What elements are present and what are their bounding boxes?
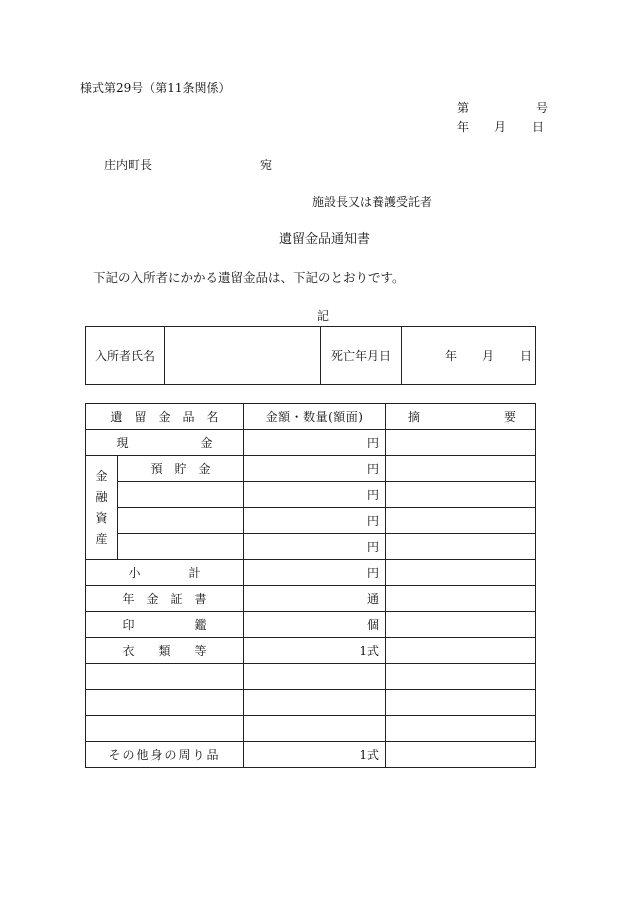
table-row xyxy=(86,430,536,456)
death-year-label: 年 xyxy=(445,348,458,363)
header-note xyxy=(386,404,536,430)
header-note-2: 要 xyxy=(504,409,517,424)
table-row xyxy=(86,664,536,690)
blank-item-note[interactable] xyxy=(386,690,536,716)
subtotal-amount[interactable]: 円 xyxy=(244,560,386,586)
subtotal-note[interactable] xyxy=(386,560,536,586)
blank-item-label[interactable] xyxy=(86,664,244,690)
blank-item-amount[interactable] xyxy=(244,716,386,742)
body-text: 下記の入所者にかかる遺留金品は、下記のとおりです。 xyxy=(93,270,405,285)
clothing-amount[interactable]: 1式 xyxy=(244,638,386,664)
ki-label: 記 xyxy=(317,309,330,323)
items-table xyxy=(85,403,536,768)
financial-item-label[interactable] xyxy=(118,482,244,508)
number-suffix: 号 xyxy=(536,101,549,115)
addressee-honorific: 宛 xyxy=(260,158,273,172)
header-amount: 金額・数量(額面) xyxy=(244,404,386,430)
cash-note[interactable] xyxy=(386,430,536,456)
blank-item-amount[interactable] xyxy=(244,690,386,716)
table-row xyxy=(86,638,536,664)
pension-amount[interactable]: 通 xyxy=(244,586,386,612)
addressee-name: 庄内町長 xyxy=(104,158,153,172)
document-title: 遺留金品通知書 xyxy=(279,232,371,247)
table-row xyxy=(86,456,536,482)
death-month-label: 月 xyxy=(482,348,495,363)
savings-note[interactable] xyxy=(386,456,536,482)
form-id: 様式第29号（第11条関係） xyxy=(80,81,231,95)
date-year-label: 年 xyxy=(457,120,470,134)
financial-assets-label: 金 融 資 産 xyxy=(86,456,118,560)
seal-note[interactable] xyxy=(386,612,536,638)
person-table xyxy=(85,326,536,385)
death-day-label: 日 xyxy=(520,348,533,363)
date-month-label: 月 xyxy=(494,120,507,134)
sender-label: 施設長又は養護受託者 xyxy=(312,195,433,209)
financial-item-label[interactable] xyxy=(118,508,244,534)
cash-label: 現 金 xyxy=(86,430,244,456)
pension-note[interactable] xyxy=(386,586,536,612)
other-items-label: その他身の周り品 xyxy=(86,742,244,768)
table-row xyxy=(86,482,536,508)
table-row xyxy=(86,534,536,560)
other-items-amount[interactable]: 1式 xyxy=(244,742,386,768)
savings-amount[interactable]: 円 xyxy=(244,456,386,482)
table-row xyxy=(86,742,536,768)
financial-item-note[interactable] xyxy=(386,482,536,508)
name-label: 入所者氏名 xyxy=(86,327,165,385)
financial-item-amount[interactable]: 円 xyxy=(244,534,386,560)
blank-item-label[interactable] xyxy=(86,716,244,742)
savings-label: 預 貯 金 xyxy=(118,456,244,482)
table-row xyxy=(86,612,536,638)
financial-item-amount[interactable]: 円 xyxy=(244,508,386,534)
name-field[interactable] xyxy=(165,327,321,385)
table-row xyxy=(86,690,536,716)
seal-amount[interactable]: 個 xyxy=(244,612,386,638)
pension-label: 年 金 証 書 xyxy=(86,586,244,612)
table-header-row xyxy=(86,404,536,430)
header-note-1: 摘 xyxy=(408,409,421,424)
death-date-field[interactable] xyxy=(402,327,536,385)
seal-label: 印 鑑 xyxy=(86,612,244,638)
header-item-name: 遺 留 金 品 名 xyxy=(86,404,244,430)
blank-item-amount[interactable] xyxy=(244,664,386,690)
clothing-note[interactable] xyxy=(386,638,536,664)
table-row xyxy=(86,508,536,534)
number-prefix: 第 xyxy=(457,101,470,115)
financial-item-label[interactable] xyxy=(118,534,244,560)
subtotal-label: 小 計 xyxy=(86,560,244,586)
death-date-label: 死亡年月日 xyxy=(321,327,402,385)
clothing-label: 衣 類 等 xyxy=(86,638,244,664)
blank-item-note[interactable] xyxy=(386,716,536,742)
table-row xyxy=(86,560,536,586)
table-row xyxy=(86,586,536,612)
table-row xyxy=(86,716,536,742)
financial-item-amount[interactable]: 円 xyxy=(244,482,386,508)
date-day-label: 日 xyxy=(532,120,545,134)
other-items-note[interactable] xyxy=(386,742,536,768)
blank-item-note[interactable] xyxy=(386,664,536,690)
financial-item-note[interactable] xyxy=(386,534,536,560)
cash-amount[interactable]: 円 xyxy=(244,430,386,456)
blank-item-label[interactable] xyxy=(86,690,244,716)
financial-item-note[interactable] xyxy=(386,508,536,534)
